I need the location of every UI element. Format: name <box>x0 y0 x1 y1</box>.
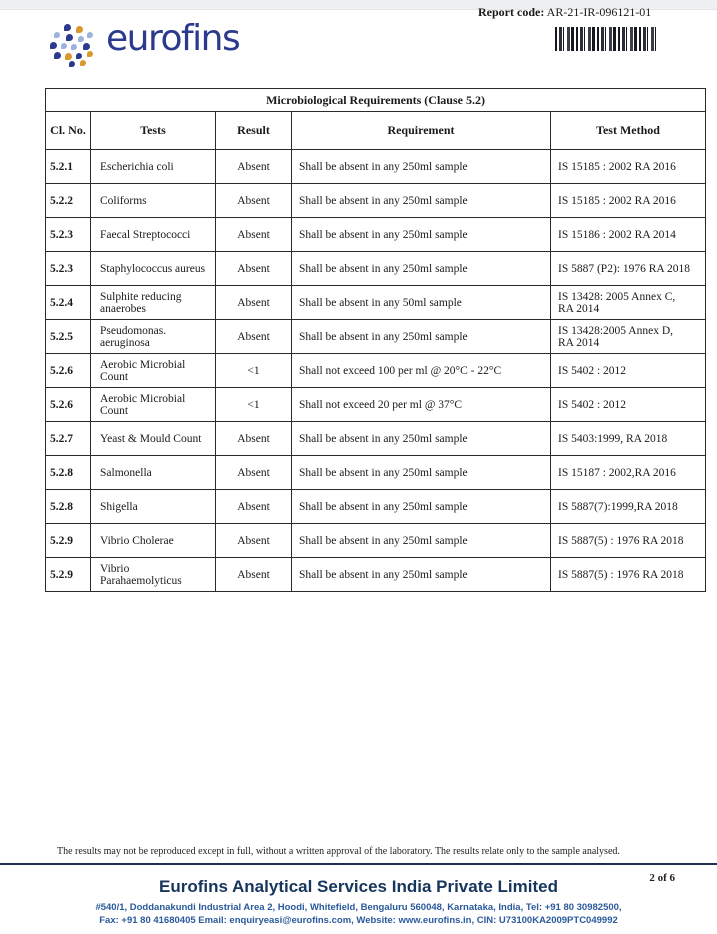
test-cell: Coliforms <box>91 184 216 218</box>
report-code-value: AR-21-IR-096121-01 <box>546 5 652 19</box>
address-line-1: #540/1, Doddanakundi Industrial Area 2, Hoodi, Whitefield, Bengaluru 560048, Karnataka, India, Tel: +91 80 30982500, <box>95 902 622 913</box>
requirement-cell: Shall be absent in any 250ml sample <box>292 524 551 558</box>
test-method-cell: IS 5887 (P2): 1976 RA 2018 <box>551 252 706 286</box>
requirement-cell: Shall not exceed 20 per ml @ 37°C <box>292 388 551 422</box>
table-row <box>46 354 706 388</box>
requirement-cell: Shall be absent in any 250ml sample <box>292 490 551 524</box>
table-header-row <box>46 112 706 150</box>
test-method-cell: IS 5403:1999, RA 2018 <box>551 422 706 456</box>
requirement-cell: Shall be absent in any 250ml sample <box>292 150 551 184</box>
requirement-cell: Shall be absent in any 50ml sample <box>292 286 551 320</box>
result-cell: Absent <box>216 184 292 218</box>
test-cell: Escherichia coli <box>91 150 216 184</box>
result-cell: Absent <box>216 252 292 286</box>
test-method-cell: IS 5402 : 2012 <box>551 354 706 388</box>
test-method-cell: IS 13428:2005 Annex D, RA 2014 <box>551 320 706 354</box>
test-cell: Aerobic Microbial Count <box>91 388 216 422</box>
cl-no-cell: 5.2.6 <box>46 354 91 388</box>
cl-no-cell: 5.2.3 <box>46 218 91 252</box>
column-header-test-method-cell: Test Method <box>551 112 706 150</box>
column-header-test-cell: Tests <box>91 112 216 150</box>
test-cell: Vibrio Parahaemolyticus <box>91 558 216 592</box>
cl-no-cell: 5.2.6 <box>46 388 91 422</box>
company-address <box>0 901 717 927</box>
column-header-cl-no-cell: Cl. No. <box>46 112 91 150</box>
eurofins-logo-text: eurofins <box>106 18 240 59</box>
test-method-cell: IS 15187 : 2002,RA 2016 <box>551 456 706 490</box>
table-row <box>46 150 706 184</box>
test-method-cell: IS 15186 : 2002 RA 2014 <box>551 218 706 252</box>
test-method-cell: IS 5887(5) : 1976 RA 2018 <box>551 524 706 558</box>
table-row <box>46 184 706 218</box>
test-cell: Pseudomonas. aeruginosa <box>91 320 216 354</box>
cl-no-cell: 5.2.5 <box>46 320 91 354</box>
cl-no-cell: 5.2.7 <box>46 422 91 456</box>
requirement-cell: Shall be absent in any 250ml sample <box>292 218 551 252</box>
result-cell: Absent <box>216 286 292 320</box>
requirement-cell: Shall be absent in any 250ml sample <box>292 320 551 354</box>
address-line-2: Fax: +91 80 41680405 Email: enquiryeasi@eurofins.com, Website: www.eurofins.in, CIN: U73100KA2009PTC049992 <box>99 915 618 926</box>
table-row <box>46 490 706 524</box>
table-row <box>46 524 706 558</box>
test-method-cell: IS 15185 : 2002 RA 2016 <box>551 184 706 218</box>
table-row <box>46 286 706 320</box>
requirement-cell: Shall be absent in any 250ml sample <box>292 184 551 218</box>
test-method-cell: IS 5887(5) : 1976 RA 2018 <box>551 558 706 592</box>
report-code <box>478 5 651 20</box>
cl-no-cell: 5.2.1 <box>46 150 91 184</box>
result-cell: Absent <box>216 558 292 592</box>
report-code-label: Report code: <box>478 5 545 19</box>
test-cell: Aerobic Microbial Count <box>91 354 216 388</box>
requirement-cell: Shall be absent in any 250ml sample <box>292 422 551 456</box>
results-table-body <box>46 150 706 592</box>
result-cell: Absent <box>216 422 292 456</box>
test-cell: Shigella <box>91 490 216 524</box>
cl-no-cell: 5.2.9 <box>46 524 91 558</box>
column-header-result-cell: Result <box>216 112 292 150</box>
test-method-cell: IS 5887(7):1999,RA 2018 <box>551 490 706 524</box>
result-cell: Absent <box>216 456 292 490</box>
table-row <box>46 558 706 592</box>
cl-no-cell: 5.2.8 <box>46 490 91 524</box>
result-cell: Absent <box>216 320 292 354</box>
table-title-row <box>46 89 706 112</box>
footer-divider <box>0 863 717 865</box>
result-cell: Absent <box>216 150 292 184</box>
table-row <box>46 388 706 422</box>
table-row <box>46 320 706 354</box>
result-cell: Absent <box>216 524 292 558</box>
barcode <box>555 27 656 51</box>
disclaimer-text: The results may not be reproduced except in full, without a written approval of the laboratory. The results relate only to the sample analysed. <box>57 846 620 857</box>
requirement-cell: Shall be absent in any 250ml sample <box>292 558 551 592</box>
test-method-cell: IS 5402 : 2012 <box>551 388 706 422</box>
table-row <box>46 422 706 456</box>
result-cell: <1 <box>216 388 292 422</box>
test-cell: Faecal Streptococci <box>91 218 216 252</box>
test-cell: Staphylococcus aureus <box>91 252 216 286</box>
page-number: 2 of 6 <box>649 872 675 884</box>
company-name: Eurofins Analytical Services India Private Limited <box>158 877 558 896</box>
cl-no-cell: 5.2.9 <box>46 558 91 592</box>
result-cell: Absent <box>216 218 292 252</box>
test-method-cell: IS 13428: 2005 Annex C, RA 2014 <box>551 286 706 320</box>
test-cell: Yeast & Mould Count <box>91 422 216 456</box>
eurofins-logo-icon <box>50 24 100 68</box>
cl-no-cell: 5.2.3 <box>46 252 91 286</box>
test-method-cell: IS 15185 : 2002 RA 2016 <box>551 150 706 184</box>
table-row <box>46 218 706 252</box>
test-cell: Salmonella <box>91 456 216 490</box>
eurofins-logo <box>50 18 270 70</box>
table-title: Microbiological Requirements (Clause 5.2) <box>46 89 706 112</box>
test-cell: Sulphite reducing anaerobes <box>91 286 216 320</box>
result-cell: <1 <box>216 354 292 388</box>
cl-no-cell: 5.2.4 <box>46 286 91 320</box>
cl-no-cell: 5.2.2 <box>46 184 91 218</box>
cl-no-cell: 5.2.8 <box>46 456 91 490</box>
test-cell: Vibrio Cholerae <box>91 524 216 558</box>
column-header-requirement-cell: Requirement <box>292 112 551 150</box>
requirement-cell: Shall not exceed 100 per ml @ 20°C - 22°C <box>292 354 551 388</box>
requirement-cell: Shall be absent in any 250ml sample <box>292 456 551 490</box>
result-cell: Absent <box>216 490 292 524</box>
requirement-cell: Shall be absent in any 250ml sample <box>292 252 551 286</box>
results-table <box>45 88 705 592</box>
table-row <box>46 456 706 490</box>
table-row <box>46 252 706 286</box>
